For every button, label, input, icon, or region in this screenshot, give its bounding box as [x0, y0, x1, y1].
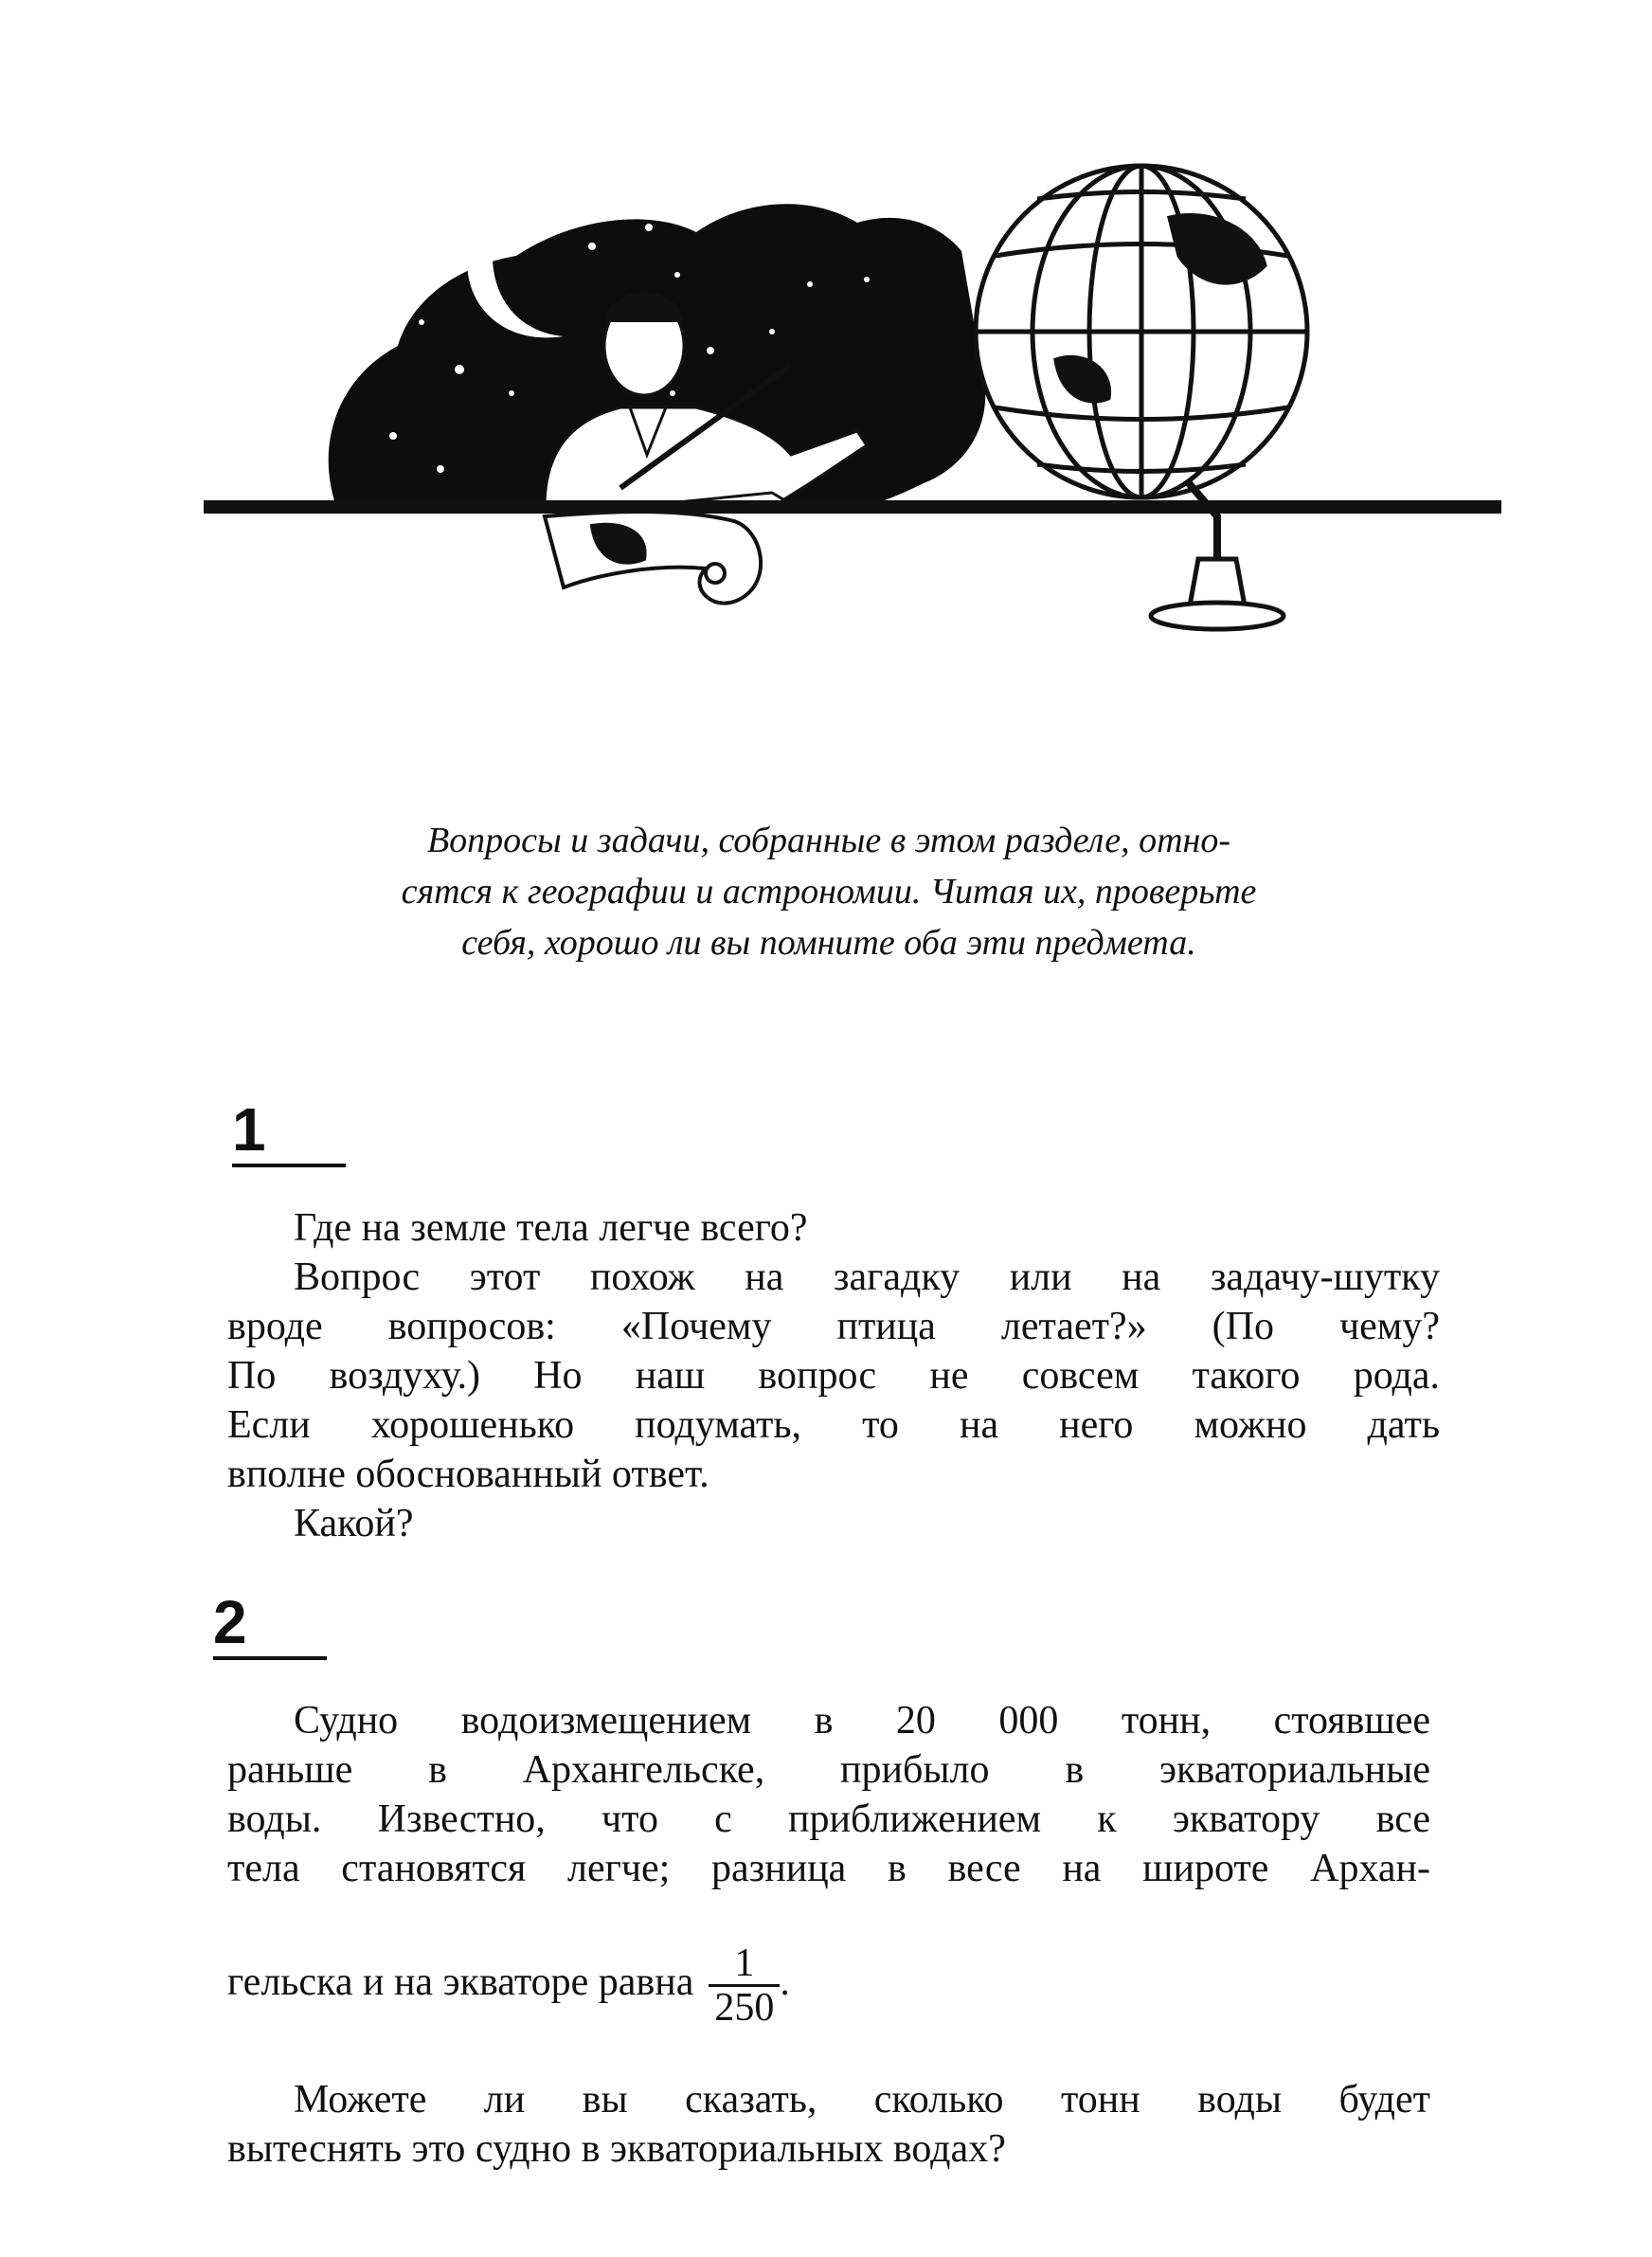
- fraction-numerator: 1: [709, 1942, 780, 1987]
- problem-1-rule: [232, 1164, 346, 1167]
- problem-2-line: тела становятся легче; разница в весе на широте Архан-: [227, 1847, 1430, 1890]
- table-edge-rule: [204, 500, 1501, 514]
- globe-icon: [976, 166, 1307, 629]
- problem-2-number: 2: [213, 1588, 247, 1656]
- problem-1-line: вроде вопросов: «Почему птица летает?» (По чему?: [227, 1305, 1440, 1348]
- fraction-denominator: 250: [714, 1986, 775, 2030]
- fraction: [709, 1942, 780, 2029]
- problem-1-line: Вопрос этот похож на загадку или на задачу-шутку: [294, 1255, 1440, 1299]
- problem-1-line: Какой?: [294, 1502, 414, 1545]
- problem-2-line: раньше в Архангельске, прибыло в экваториальные: [227, 1748, 1430, 1792]
- problem-2-fraction-line: гельска и на экваторе равна $\frac{1}{250}$ .: [227, 1941, 790, 2030]
- problem-2-line: Можете ли вы сказать, сколько тонн воды будет: [294, 2078, 1430, 2122]
- problem-1-number: 1: [232, 1095, 266, 1164]
- problem-1-line: Если хорошенько подумать, то на него можно дать: [227, 1403, 1440, 1447]
- intro-line: себя, хорошо ли вы помните оба эти предмета.: [461, 923, 1196, 963]
- problem-1-text: [227, 1203, 1440, 1548]
- problem-1-line: Где на земле тела легче всего?: [294, 1206, 808, 1250]
- problem-2-line: Судно водоизмещением в 20 000 тонн, стоявшее: [294, 1699, 1430, 1742]
- problem-2-line: вытеснять это судно в экваториальных водах?: [227, 2127, 1006, 2171]
- map-scroll-icon: [545, 512, 761, 604]
- intro-line: сятся к географии и астрономии. Читая их, проверьте: [401, 872, 1257, 912]
- intro-line: Вопросы и задачи, собранные в этом разделе, отно-: [426, 821, 1231, 860]
- problem-2-rule: [213, 1656, 327, 1660]
- section-intro: [284, 815, 1374, 968]
- problem-1-line: вполне обоснованный ответ.: [227, 1453, 709, 1496]
- problem-2-text: [227, 1696, 1430, 1893]
- header-illustration: [204, 142, 1501, 635]
- problem-2-line: гельска и на экваторе равна: [227, 1960, 694, 2005]
- problem-2-line: воды. Известно, что с приближением к экватору все: [227, 1797, 1430, 1841]
- problem-2-question: [227, 2075, 1430, 2174]
- problem-1-line: По воздуху.) Но наш вопрос не совсем такого рода.: [227, 1354, 1440, 1398]
